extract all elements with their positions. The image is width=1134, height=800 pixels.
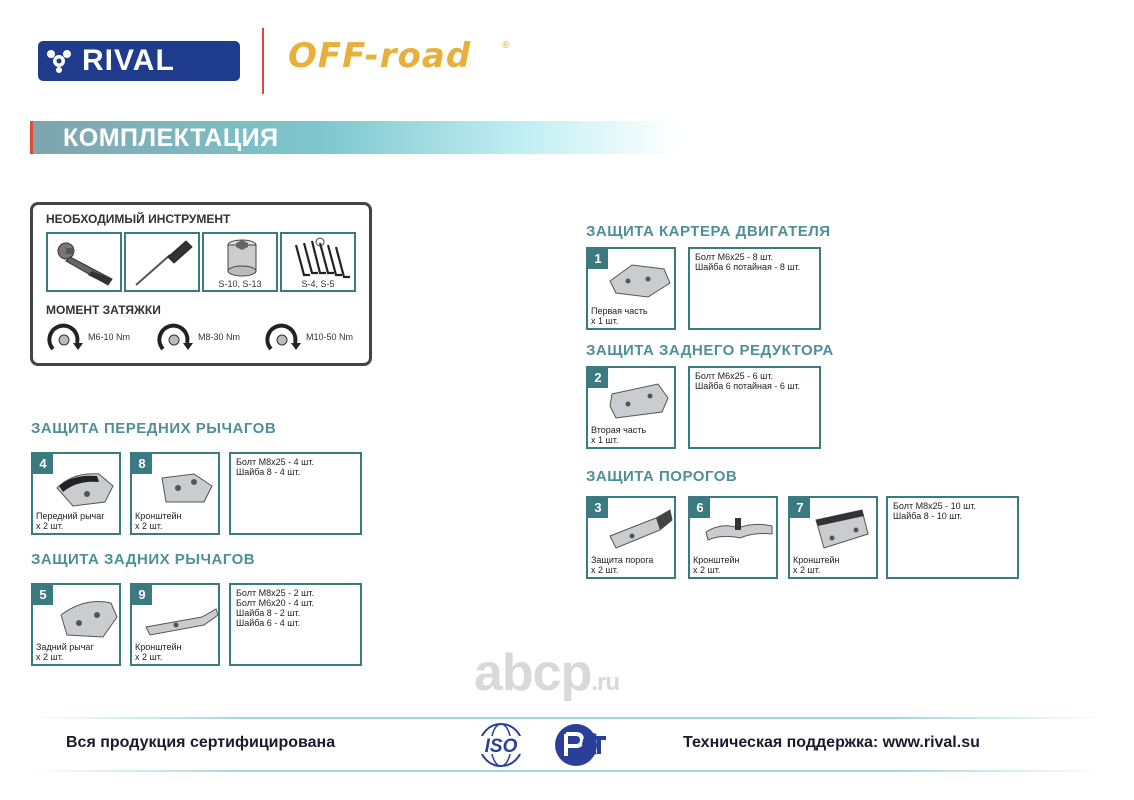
part-desc [36,642,94,662]
part-number: 3 [588,498,608,518]
part-desc [591,555,653,575]
hardware-line: Шайба 6 потайная - 6 шт. [695,381,801,391]
certified-text: Вся продукция сертифицирована [66,734,336,751]
part-7-card [788,496,878,579]
iso-text: ISO [484,736,518,757]
brand-name: RIVAL [82,44,175,77]
part-name: Кронштейн [135,511,182,521]
part-8-card [130,452,220,535]
tools-panel [30,202,372,366]
part-number: 9 [132,585,152,605]
torque-item-m8 [157,323,240,351]
part-desc [36,511,105,531]
hardware-line: Болт M6x25 - 6 шт. [695,371,773,381]
part-desc [693,555,739,575]
hardware-line: Болт M6x20 - 4 шт. [236,598,314,608]
offroad-logo: OFF-road [288,36,472,76]
bracket-image [142,603,220,637]
bracket-image [154,468,218,508]
part-desc [135,511,181,531]
rear-diff-title: ЗАЩИТА ЗАДНЕГО РЕДУКТОРА [586,342,834,359]
torque-wrench-icon [47,323,85,351]
part-number: 7 [790,498,810,518]
part-name: Кронштейн [693,555,740,565]
part-1-card [586,247,676,330]
part-qty: x 2 шт. [135,652,163,662]
part-desc [793,555,839,575]
part-qty: x 2 шт. [591,565,619,575]
rear-diff-hardware [688,366,821,449]
front-arm-guard-image [53,466,119,510]
bracket-image [810,504,874,554]
hardware-line: Шайба 6 потайная - 8 шт. [695,262,801,272]
torque-value: M6-10 Nm [88,332,131,342]
part-qty: x 1 шт. [591,435,619,445]
part-number: 8 [132,454,152,474]
rst-cert-icon [552,722,608,768]
engine-guard-image [606,259,674,301]
iso-logo-icon [472,722,530,768]
part-qty: x 2 шт. [135,521,163,531]
hex-keys-icon [286,237,354,281]
hardware-line: Шайба 6 - 4 шт. [236,618,301,628]
part-3-card [586,496,676,579]
hardware-line: Шайба 8 - 10 шт. [893,511,963,521]
engine-hardware [688,247,821,330]
part-name: Передний рычаг [36,511,105,521]
part-name: Вторая часть [591,425,647,435]
section-title: КОМПЛЕКТАЦИЯ [63,124,279,152]
watermark-main: abcp [474,644,592,702]
torque-wrench-icon [157,323,195,351]
support-text: Техническая поддержка: www.rival.su [683,734,980,751]
torque-wrench-icon [265,323,303,351]
screwdriver-icon [130,237,198,289]
part-5-card [31,583,121,666]
rear-diff-guard-image [606,378,674,422]
part-2-card [586,366,676,449]
rear-arms-title: ЗАЩИТА ЗАДНИХ РЫЧАГОВ [31,551,256,568]
tools-title: НЕОБХОДИМЫЙ ИНСТРУМЕНТ [46,212,231,226]
hardware-line: Шайба 8 - 4 шт. [236,467,301,477]
sill-guard-image [606,506,674,552]
tool-screwdriver [124,232,200,292]
sills-hardware [886,496,1019,579]
torque-value: M8-30 Nm [198,332,241,342]
part-number: 6 [690,498,710,518]
rear-arm-guard-image [55,593,121,643]
tool-ratchet [46,232,122,292]
part-4-card [31,452,121,535]
hardware-line: Болт M8x25 - 2 шт. [236,588,314,598]
engine-title: ЗАЩИТА КАРТЕРА ДВИГАТЕЛЯ [586,223,831,240]
part-name: Кронштейн [135,642,182,652]
socket-icon [208,237,276,279]
part-desc [135,642,181,662]
hardware-line: Болт M8x25 - 10 шт. [893,501,976,511]
footer-divider-bottom [30,770,1105,772]
part-6-card [688,496,778,579]
watermark-suffix: .ru [591,669,620,696]
part-name: Задний рычаг [36,642,94,652]
torque-item-m10 [265,323,353,351]
part-qty: x 2 шт. [36,652,64,662]
part-number: 4 [33,454,53,474]
abcp-watermark [474,643,619,703]
part-qty: x 1 шт. [591,316,619,326]
hardware-line: Шайба 8 - 2 шт. [236,608,301,618]
part-number: 5 [33,585,53,605]
logo-divider [262,28,264,94]
hardware-line: Болт M6x25 - 8 шт. [695,252,773,262]
torque-item-m6 [47,323,130,351]
part-number: 2 [588,368,608,388]
part-desc [591,306,648,326]
part-qty: x 2 шт. [36,521,64,531]
torque-title: МОМЕНТ ЗАТЯЖКИ [46,303,161,317]
rival-emblem-icon [46,49,72,73]
front-arms-title: ЗАЩИТА ПЕРЕДНИХ РЫЧАГОВ [31,420,277,437]
rear-arms-hardware [229,583,362,666]
part-desc [591,425,646,445]
socket-caption: S-10, S-13 [218,279,262,289]
part-9-card [130,583,220,666]
torque-value: M10-50 Nm [306,332,354,342]
ratchet-icon [52,237,120,289]
part-name: Защита порога [591,555,654,565]
section-header [30,121,680,154]
footer-divider-top [30,717,1105,719]
part-qty: x 2 шт. [693,565,721,575]
front-arms-hardware [229,452,362,535]
rival-logo [38,41,240,81]
hex-keys-caption: S-4, S-5 [301,279,335,289]
tool-socket [202,232,278,292]
hardware-line: Болт M8x25 - 4 шт. [236,457,314,467]
part-number: 1 [588,249,608,269]
registered-mark: ® [502,40,510,51]
bracket-image [702,512,776,548]
part-qty: x 2 шт. [793,565,821,575]
sills-title: ЗАЩИТА ПОРОГОВ [586,468,738,485]
part-name: Кронштейн [793,555,840,565]
tool-hex-keys [280,232,356,292]
part-name: Первая часть [591,306,648,316]
